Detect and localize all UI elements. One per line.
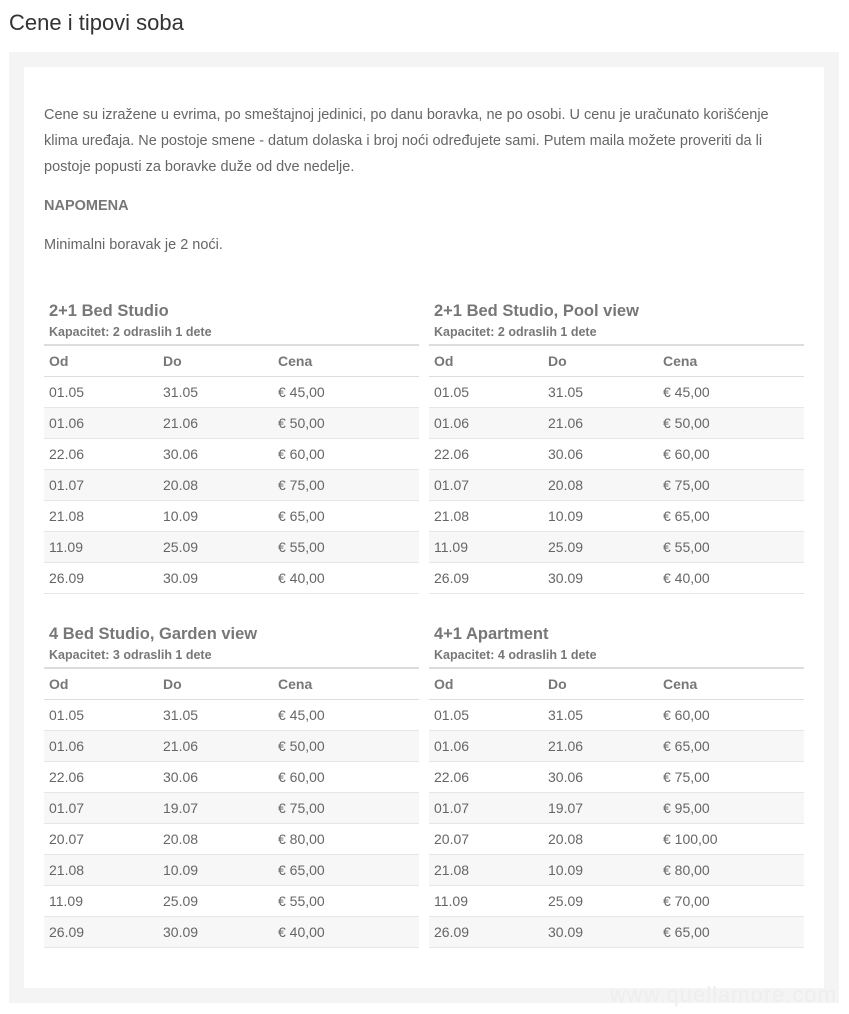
from-date-cell: 01.05 <box>44 377 158 408</box>
table-row <box>44 700 419 731</box>
to-date-cell: 10.09 <box>543 855 658 886</box>
from-date-cell: 26.09 <box>429 917 543 948</box>
from-date-cell: 01.07 <box>44 470 158 501</box>
table-row <box>44 377 419 408</box>
table-row <box>429 855 804 886</box>
from-date-cell: 22.06 <box>44 762 158 793</box>
from-date-cell: 21.08 <box>429 501 543 532</box>
table-row <box>429 917 804 948</box>
from-date-cell: 26.09 <box>44 563 158 594</box>
content-panel-outer <box>9 52 839 1003</box>
note-text: Minimalni boravak je 2 noći. <box>44 237 223 253</box>
room-capacity: Kapacitet: 2 odraslih 1 dete <box>434 325 597 339</box>
table-row <box>44 408 419 439</box>
room-title: 2+1 Bed Studio, Pool view <box>434 302 639 320</box>
room-capacity: Kapacitet: 2 odraslih 1 dete <box>49 325 212 339</box>
column-header: Od <box>44 345 158 377</box>
price-cell: € 65,00 <box>658 501 804 532</box>
table-row <box>429 377 804 408</box>
table-row <box>429 700 804 731</box>
price-table <box>429 667 804 948</box>
price-cell: € 50,00 <box>273 731 419 762</box>
from-date-cell: 22.06 <box>429 762 543 793</box>
column-header: Do <box>158 345 273 377</box>
table-row <box>429 793 804 824</box>
price-cell: € 60,00 <box>658 439 804 470</box>
price-cell: € 45,00 <box>658 377 804 408</box>
to-date-cell: 21.06 <box>158 731 273 762</box>
to-date-cell: 30.06 <box>543 762 658 793</box>
page-title: Cene i tipovi soba <box>9 10 184 35</box>
room-capacity: Kapacitet: 4 odraslih 1 dete <box>434 648 597 662</box>
table-row <box>44 563 419 594</box>
price-table <box>44 667 419 948</box>
table-header-row <box>44 345 419 377</box>
from-date-cell: 21.08 <box>44 501 158 532</box>
table-row <box>44 917 419 948</box>
price-cell: € 50,00 <box>273 408 419 439</box>
to-date-cell: 30.09 <box>158 563 273 594</box>
table-row <box>44 501 419 532</box>
table-row <box>429 824 804 855</box>
room-card-4plus1-apartment <box>429 622 804 948</box>
column-header: Cena <box>658 345 804 377</box>
column-header: Do <box>543 668 658 700</box>
content-panel <box>24 67 824 988</box>
room-card-2plus1-bed-studio-pool-view <box>429 299 804 594</box>
price-cell: € 70,00 <box>658 886 804 917</box>
from-date-cell: 21.08 <box>44 855 158 886</box>
note-heading: NAPOMENA <box>44 198 129 214</box>
to-date-cell: 19.07 <box>543 793 658 824</box>
table-row <box>44 470 419 501</box>
column-header: Cena <box>273 668 419 700</box>
price-cell: € 75,00 <box>273 793 419 824</box>
to-date-cell: 25.09 <box>543 886 658 917</box>
to-date-cell: 30.09 <box>543 917 658 948</box>
price-cell: € 40,00 <box>658 563 804 594</box>
price-cell: € 75,00 <box>273 470 419 501</box>
table-row <box>44 793 419 824</box>
column-header: Od <box>429 668 543 700</box>
price-cell: € 75,00 <box>658 470 804 501</box>
table-row <box>44 886 419 917</box>
table-row <box>429 731 804 762</box>
price-cell: € 55,00 <box>658 532 804 563</box>
price-table <box>44 344 419 594</box>
intro-paragraph: Cene su izražene u evrima, po smeštajnoj jedinici, po danu boravka, ne po osobi. U cenu je uračunato korišćenje klima uređaja. Ne postoje smene - datum dolaska i broj noći određujete sami. Putem maila možete proveriti da li postoje popusti za boravke duže od dve nedelje. <box>44 107 769 175</box>
to-date-cell: 21.06 <box>543 731 658 762</box>
from-date-cell: 01.05 <box>429 377 543 408</box>
column-header: Od <box>429 345 543 377</box>
table-row <box>429 532 804 563</box>
to-date-cell: 30.06 <box>158 439 273 470</box>
price-table <box>429 344 804 594</box>
price-cell: € 55,00 <box>273 886 419 917</box>
price-cell: € 65,00 <box>658 917 804 948</box>
table-row <box>429 762 804 793</box>
from-date-cell: 01.05 <box>44 700 158 731</box>
from-date-cell: 01.06 <box>429 408 543 439</box>
table-row <box>429 408 804 439</box>
table-row <box>44 762 419 793</box>
from-date-cell: 11.09 <box>429 886 543 917</box>
price-cell: € 65,00 <box>273 501 419 532</box>
to-date-cell: 19.07 <box>158 793 273 824</box>
to-date-cell: 25.09 <box>543 532 658 563</box>
price-cell: € 40,00 <box>273 917 419 948</box>
price-cell: € 80,00 <box>273 824 419 855</box>
from-date-cell: 22.06 <box>44 439 158 470</box>
watermark: www.quellamore.com <box>609 982 837 1007</box>
price-cell: € 45,00 <box>273 377 419 408</box>
to-date-cell: 20.08 <box>543 824 658 855</box>
to-date-cell: 30.09 <box>158 917 273 948</box>
room-capacity: Kapacitet: 3 odraslih 1 dete <box>49 648 212 662</box>
from-date-cell: 11.09 <box>44 532 158 563</box>
from-date-cell: 21.08 <box>429 855 543 886</box>
to-date-cell: 10.09 <box>158 501 273 532</box>
column-header: Do <box>543 345 658 377</box>
from-date-cell: 22.06 <box>429 439 543 470</box>
from-date-cell: 20.07 <box>429 824 543 855</box>
price-cell: € 40,00 <box>273 563 419 594</box>
table-row <box>44 855 419 886</box>
price-cell: € 45,00 <box>273 700 419 731</box>
to-date-cell: 10.09 <box>543 501 658 532</box>
table-row <box>44 731 419 762</box>
to-date-cell: 21.06 <box>158 408 273 439</box>
to-date-cell: 21.06 <box>543 408 658 439</box>
to-date-cell: 10.09 <box>158 855 273 886</box>
table-row <box>429 563 804 594</box>
room-title: 4+1 Apartment <box>434 625 549 643</box>
room-card-2plus1-bed-studio <box>44 299 419 594</box>
to-date-cell: 20.08 <box>158 824 273 855</box>
from-date-cell: 01.07 <box>429 470 543 501</box>
price-cell: € 55,00 <box>273 532 419 563</box>
from-date-cell: 01.05 <box>429 700 543 731</box>
from-date-cell: 11.09 <box>429 532 543 563</box>
to-date-cell: 31.05 <box>158 377 273 408</box>
table-header-row <box>44 668 419 700</box>
table-row <box>44 439 419 470</box>
from-date-cell: 26.09 <box>44 917 158 948</box>
from-date-cell: 01.07 <box>44 793 158 824</box>
table-row <box>44 824 419 855</box>
column-header: Od <box>44 668 158 700</box>
price-cell: € 50,00 <box>658 408 804 439</box>
from-date-cell: 01.07 <box>429 793 543 824</box>
from-date-cell: 11.09 <box>44 886 158 917</box>
price-cell: € 100,00 <box>658 824 804 855</box>
to-date-cell: 31.05 <box>543 377 658 408</box>
price-cell: € 65,00 <box>273 855 419 886</box>
room-card-4-bed-studio-garden-view <box>44 622 419 948</box>
table-row <box>429 886 804 917</box>
to-date-cell: 30.06 <box>158 762 273 793</box>
to-date-cell: 30.06 <box>543 439 658 470</box>
table-row <box>429 439 804 470</box>
from-date-cell: 26.09 <box>429 563 543 594</box>
table-header-row <box>429 345 804 377</box>
price-cell: € 75,00 <box>658 762 804 793</box>
from-date-cell: 01.06 <box>429 731 543 762</box>
column-header: Do <box>158 668 273 700</box>
table-row <box>44 532 419 563</box>
table-header-row <box>429 668 804 700</box>
price-cell: € 95,00 <box>658 793 804 824</box>
room-title: 2+1 Bed Studio <box>49 302 169 320</box>
to-date-cell: 20.08 <box>158 470 273 501</box>
from-date-cell: 01.06 <box>44 731 158 762</box>
price-cell: € 60,00 <box>273 762 419 793</box>
room-title: 4 Bed Studio, Garden view <box>49 625 258 643</box>
from-date-cell: 01.06 <box>44 408 158 439</box>
column-header: Cena <box>658 668 804 700</box>
price-cell: € 80,00 <box>658 855 804 886</box>
to-date-cell: 25.09 <box>158 532 273 563</box>
price-cell: € 60,00 <box>658 700 804 731</box>
to-date-cell: 31.05 <box>543 700 658 731</box>
table-row <box>429 470 804 501</box>
to-date-cell: 25.09 <box>158 886 273 917</box>
table-row <box>429 501 804 532</box>
column-header: Cena <box>273 345 419 377</box>
to-date-cell: 31.05 <box>158 700 273 731</box>
to-date-cell: 30.09 <box>543 563 658 594</box>
price-cell: € 65,00 <box>658 731 804 762</box>
price-cell: € 60,00 <box>273 439 419 470</box>
to-date-cell: 20.08 <box>543 470 658 501</box>
from-date-cell: 20.07 <box>44 824 158 855</box>
